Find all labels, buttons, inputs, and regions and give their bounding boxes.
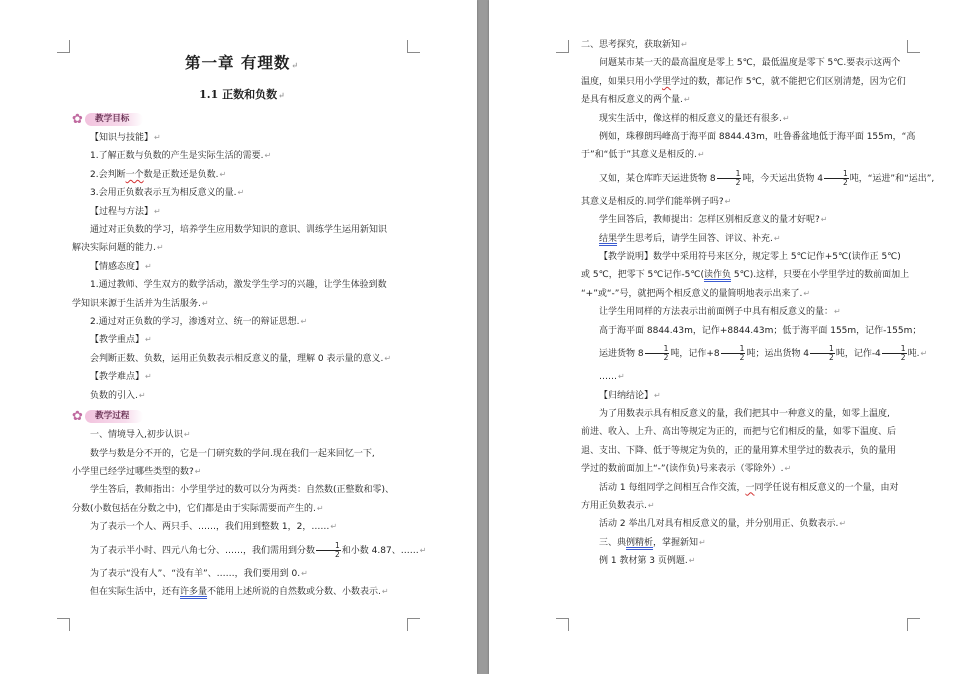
heading-difficulty: 【教学难点】↵ bbox=[90, 372, 152, 383]
paragraph: 例如，珠穆朗玛峰高于海平面 8844.43m，吐鲁番盆地低于海平面 155m，“高 bbox=[599, 132, 916, 143]
heading-knowledge: 【知识与技能】↵ bbox=[90, 133, 161, 143]
paragraph: 但在实际生活中，还有许多量不能用上述所说的自然数或分数、小数表示.↵ bbox=[90, 586, 389, 597]
margin-corner-mark bbox=[407, 618, 420, 631]
paragraph-mark-icon: ↵ bbox=[154, 206, 161, 216]
paragraph-mark-icon: ↵ bbox=[145, 335, 152, 345]
fraction: $\frac{1}{2}$ bbox=[717, 170, 742, 187]
paragraph-mark-icon: ↵ bbox=[145, 261, 152, 271]
paragraph: 现实生活中，像这样的相反意义的量还有很多.↵ bbox=[599, 113, 790, 124]
heading-key-point: 【教学重点】↵ bbox=[90, 335, 152, 346]
margin-corner-mark bbox=[57, 40, 70, 53]
paragraph: 活动 2 举出几对具有相反意义的量，并分别用正、负数表示.↵ bbox=[599, 519, 847, 530]
teaching-process-banner bbox=[72, 405, 412, 426]
paragraph: 又如，某仓库昨天运进货物 8 $\frac{1}{2}$ 吨，今天运出货物 4 $\frac{1}{2}$ 吨，“运进”和“运出”, bbox=[599, 168, 935, 187]
paragraph: 让学生用同样的方法表示出前面例子中具有相反意义的量：↵ bbox=[599, 307, 841, 318]
paragraph-mark-icon: ↵ bbox=[381, 586, 389, 596]
grammar-mark[interactable]: 例精析 bbox=[626, 537, 654, 548]
paragraph-mark-icon: ↵ bbox=[237, 188, 245, 198]
paragraph-mark-icon: ↵ bbox=[820, 215, 828, 225]
spellcheck-mark[interactable]: 一个 bbox=[125, 169, 144, 180]
grammar-mark[interactable]: 读作负 bbox=[703, 270, 731, 281]
paragraph-mark-icon: ↵ bbox=[699, 537, 706, 547]
paragraph-mark-icon: ↵ bbox=[316, 503, 324, 513]
right-page-content[interactable] bbox=[581, 36, 935, 571]
paragraph-mark-icon: ↵ bbox=[697, 150, 705, 160]
paragraph-mark-icon: ↵ bbox=[419, 545, 427, 555]
margin-corner-mark bbox=[907, 40, 920, 53]
paragraph: 温度，如果只用小学里学过的数，都记作 5℃，就不能把它们区别清楚，因为它们 bbox=[581, 76, 906, 87]
fraction: $\frac{1}{2}$ bbox=[721, 345, 746, 362]
paragraph: 分数(小数包括在分数之中)，它们都是由于实际需要而产生的.↵ bbox=[72, 503, 324, 514]
paragraph: 为了用数表示具有相反意义的量，我们把其中一种意义的量，如零上温度, bbox=[599, 408, 890, 419]
paragraph-mark-icon: ↵ bbox=[384, 353, 392, 363]
paragraph: 学知识来源于生活并为生活服务.↵ bbox=[72, 298, 209, 309]
grammar-mark[interactable]: 结果 bbox=[599, 233, 618, 244]
flower-icon: ✿ bbox=[72, 409, 83, 425]
paragraph: 结果学生思考后，请学生回答、评议、补充.↵ bbox=[599, 233, 781, 244]
margin-corner-mark bbox=[57, 618, 70, 631]
paragraph-mark-icon: ↵ bbox=[688, 556, 696, 566]
paragraph: 1.了解正数与负数的产生是实际生活的需要.↵ bbox=[90, 151, 272, 162]
paragraph-mark-icon: ↵ bbox=[291, 60, 300, 70]
paragraph: 活动 1 每组同学之间相互合作交流，一同学任说有相反意义的一个量，由对 bbox=[599, 482, 899, 493]
paragraph-mark-icon: ↵ bbox=[145, 372, 152, 382]
paragraph: ……↵ bbox=[599, 372, 625, 383]
paragraph-mark-icon: ↵ bbox=[683, 95, 691, 105]
paragraph: 学生回答后，教师提出：怎样区别相反意义的量才好呢?↵ bbox=[599, 215, 828, 226]
paragraph-mark-icon: ↵ bbox=[138, 390, 146, 400]
paragraph: 【教学说明】数学中采用符号来区分，规定零上 5℃记作+5℃(读作正 5℃) bbox=[599, 252, 901, 263]
paragraph: 学过的数前面加上“-”(读作负)号来表示（零除外）.↵ bbox=[581, 464, 792, 475]
paragraph-mark-icon: ↵ bbox=[201, 298, 209, 308]
left-page-content[interactable] bbox=[72, 46, 427, 601]
paragraph: 方用正负数表示.↵ bbox=[581, 500, 655, 511]
spellcheck-mark[interactable]: 一 bbox=[745, 482, 755, 493]
paragraph: 解决实际问题的能力.↵ bbox=[72, 243, 164, 254]
paragraph-mark-icon: ↵ bbox=[264, 151, 272, 161]
paragraph: 是具有相反意义的两个量.↵ bbox=[581, 95, 691, 106]
paragraph: 或 5℃，把零下 5℃记作-5℃(读作负 5℃).这样，只要在小学里学过的数前面加上 bbox=[581, 270, 910, 281]
heading-attitude: 【情感态度】↵ bbox=[90, 261, 152, 272]
paragraph: 前进、收入、上升、高出等规定为正的，而把与它们相反的量，如零下温度、后 bbox=[581, 427, 897, 438]
paragraph-mark-icon: ↵ bbox=[920, 349, 928, 359]
paragraph: 问题某市某一天的最高温度是零上 5℃，最低温度是零下 5℃.要表示这两个 bbox=[599, 58, 901, 69]
fraction: $\frac{1}{2}$ bbox=[810, 345, 835, 362]
banner-label: 教学目标 bbox=[85, 113, 143, 126]
paragraph: 其意义是相反的.同学们能举例子吗?↵ bbox=[581, 196, 732, 207]
paragraph: 小学里已经学过哪些类型的数?↵ bbox=[72, 466, 202, 477]
paragraph: 3.会用正负数表示互为相反意义的量.↵ bbox=[90, 188, 245, 199]
paragraph-mark-icon: ↵ bbox=[803, 288, 811, 298]
chapter-title: 第一章 有理数↵ bbox=[184, 53, 300, 72]
paragraph-mark-icon: ↵ bbox=[647, 500, 655, 510]
paragraph: 会判断正数、负数，运用正负数表示相反意义的量，理解 0 表示量的意义.↵ bbox=[90, 353, 392, 364]
grammar-mark[interactable]: 许多量 bbox=[180, 586, 208, 597]
paragraph-mark-icon: ↵ bbox=[194, 466, 202, 476]
paragraph: 学生答后，教师指出：小学里学过的数可以分为两类：自然数(正整数和零)、 bbox=[90, 485, 395, 496]
paragraph: 2.会判断一个数是正数还是负数.↵ bbox=[90, 169, 227, 180]
paragraph: 例 1 教材第 3 页例题.↵ bbox=[599, 556, 696, 567]
paragraph: 退、支出、下降、低于等规定为负的，正的量用算术里学过的数表示，负的量用 bbox=[581, 445, 897, 456]
paragraph: 为了表示半小时、四元八角七分、……，我们需用到分数 $\frac{1}{2}$ 和小数 4.87、……↵ bbox=[90, 540, 427, 559]
paragraph-mark-icon: ↵ bbox=[784, 464, 792, 474]
paragraph-mark-icon: ↵ bbox=[681, 40, 688, 49]
paragraph: 负数的引入.↵ bbox=[90, 390, 146, 401]
section-heading: 二、思考探究，获取新知↵ bbox=[581, 40, 688, 50]
paragraph-mark-icon: ↵ bbox=[301, 568, 308, 578]
paragraph-mark-icon: ↵ bbox=[839, 519, 847, 529]
paragraph-mark-icon: ↵ bbox=[219, 169, 227, 179]
section-heading: 三、典例精析，掌握新知↵ bbox=[599, 537, 706, 548]
fraction: $\frac{1}{2}$ bbox=[882, 345, 907, 362]
fraction: $\frac{1}{2}$ bbox=[316, 542, 341, 559]
section-heading: 一、情境导入,初步认识↵ bbox=[90, 430, 191, 441]
heading-summary: 【归纳结论】↵ bbox=[599, 390, 661, 401]
document-page-right[interactable] bbox=[489, 0, 967, 674]
paragraph-mark-icon: ↵ bbox=[300, 317, 308, 327]
paragraph: 运进货物 8 $\frac{1}{2}$ 吨，记作+8 $\frac{1}{2}$ 吨；运出货物 4 $\frac{1}{2}$ 吨，记作-4 $\frac{1}{2}$ 吨.↵ bbox=[599, 344, 928, 363]
paragraph: 于”和“低于”其意义是相反的.↵ bbox=[581, 150, 705, 161]
paragraph-mark-icon: ↵ bbox=[154, 133, 161, 142]
paragraph-mark-icon: ↵ bbox=[183, 430, 191, 440]
paragraph-mark-icon: ↵ bbox=[330, 522, 338, 532]
margin-corner-mark bbox=[556, 40, 569, 53]
paragraph-mark-icon: ↵ bbox=[156, 243, 164, 253]
paragraph-mark-icon: ↵ bbox=[654, 390, 661, 400]
paragraph: 为了表示一个人、两只手、……，我们用到整数 1，2，……↵ bbox=[90, 522, 338, 533]
document-page-left[interactable] bbox=[0, 0, 477, 674]
fraction: $\frac{1}{2}$ bbox=[645, 345, 670, 362]
paragraph: 为了表示“没有人”、“没有羊”、……，我们要用到 0.↵ bbox=[90, 568, 308, 579]
paragraph-mark-icon: ↵ bbox=[773, 233, 781, 243]
paragraph: “+”或“-”号，就把两个相反意义的量简明地表示出来了.↵ bbox=[581, 288, 811, 299]
paragraph-mark-icon: ↵ bbox=[618, 372, 625, 382]
paragraph-mark-icon: ↵ bbox=[278, 90, 285, 100]
paragraph: 高于海平面 8844.43m，记作+8844.43m；低于海平面 155m，记作-155m； bbox=[599, 325, 922, 336]
paragraph-mark-icon: ↵ bbox=[834, 307, 841, 317]
paragraph-mark-icon: ↵ bbox=[782, 113, 790, 123]
paragraph-mark-icon: ↵ bbox=[724, 196, 732, 206]
fraction: $\frac{1}{2}$ bbox=[824, 170, 849, 187]
spellcheck-mark[interactable]: 里 bbox=[662, 76, 672, 87]
margin-corner-mark bbox=[907, 618, 920, 631]
teaching-goals-banner bbox=[72, 108, 412, 129]
heading-process: 【过程与方法】↵ bbox=[90, 206, 161, 217]
margin-corner-mark bbox=[556, 618, 569, 631]
banner-label: 教学过程 bbox=[85, 410, 143, 423]
paragraph: 2.通过对正负数的学习，渗透对立、统一的辩证思想.↵ bbox=[90, 317, 308, 328]
section-title: 1.1 正数和负数↵ bbox=[199, 88, 285, 101]
flower-icon: ✿ bbox=[72, 112, 83, 127]
paragraph: 数学与数是分不开的，它是一门研究数的学问.现在我们一起来回忆一下, bbox=[90, 448, 375, 459]
paragraph: 1.通过教师、学生双方的数学活动，激发学生学习的兴趣，让学生体验到数 bbox=[90, 280, 387, 291]
paragraph: 通过对正负数的学习，培养学生应用数学知识的意识、训练学生运用新知识 bbox=[90, 225, 388, 236]
